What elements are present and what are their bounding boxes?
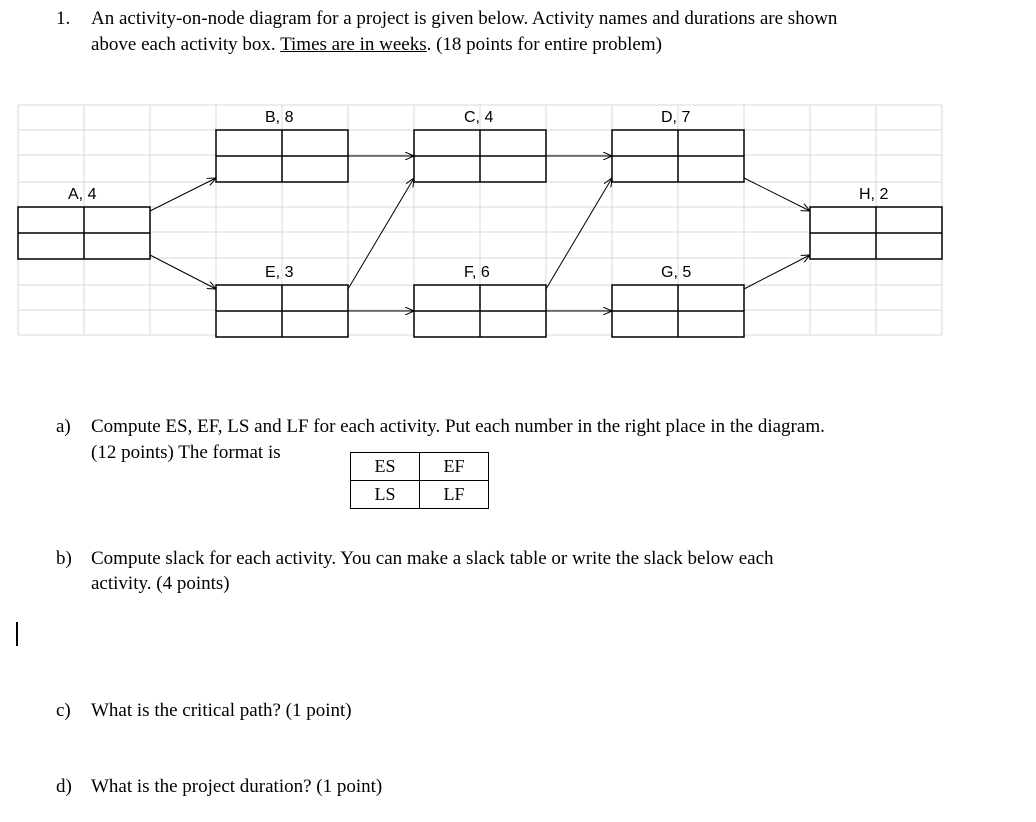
activity-label-B: B, 8	[265, 109, 294, 126]
edge-F-D	[546, 178, 612, 289]
part-b-line2: activity. (4 points)	[91, 573, 230, 594]
activity-box-D	[612, 130, 744, 182]
edge-A-E	[150, 255, 216, 289]
problem-text-line2-end: . (18 points for entire problem)	[426, 34, 662, 55]
part-c-letter: c)	[56, 700, 71, 721]
aon-diagram	[0, 100, 1036, 340]
part-a-line2: (12 points) The format is	[91, 442, 281, 463]
text-cursor[interactable]	[16, 622, 18, 646]
format-ef: EF	[420, 453, 489, 481]
edge-D-H	[744, 178, 810, 211]
part-d-text: What is the project duration? (1 point)	[91, 776, 383, 797]
edge-G-H	[744, 255, 810, 289]
activity-box-F	[414, 285, 546, 337]
activity-box-C	[414, 130, 546, 182]
format-lf: LF	[420, 481, 489, 509]
times-in-weeks-underlined: Times are in weeks	[280, 34, 427, 55]
part-d-letter: d)	[56, 776, 72, 797]
activity-box-E	[216, 285, 348, 337]
activity-label-F: F, 6	[464, 264, 490, 281]
problem-number: 1.	[56, 8, 71, 29]
activity-label-H: H, 2	[859, 186, 889, 203]
edge-E-C	[348, 178, 414, 289]
activity-box-H	[810, 207, 942, 259]
activity-box-G	[612, 285, 744, 337]
format-table	[350, 452, 489, 509]
activity-label-G: G, 5	[661, 264, 692, 281]
problem-text-line2	[91, 32, 662, 57]
activity-box-B	[216, 130, 348, 182]
part-c-text: What is the critical path? (1 point)	[91, 700, 352, 721]
edge-A-B	[150, 178, 216, 211]
activity-box-A	[18, 207, 150, 259]
problem-text-line2-start: above each activity box.	[91, 34, 276, 55]
activity-label-A: A, 4	[68, 186, 97, 203]
problem-text-line1: An activity-on-node diagram for a project is given below. Activity names and durations are shown	[91, 8, 838, 29]
part-b-line1: Compute slack for each activity. You can make a slack table or write the slack below each	[91, 548, 774, 569]
activity-label-C: C, 4	[464, 109, 494, 126]
part-a-line1: Compute ES, EF, LS and LF for each activity. Put each number in the right place in the diagram.	[91, 416, 825, 437]
format-es: ES	[351, 453, 420, 481]
part-a-letter: a)	[56, 416, 71, 437]
format-ls: LS	[351, 481, 420, 509]
activity-label-E: E, 3	[265, 264, 294, 281]
part-b-letter: b)	[56, 548, 72, 569]
activity-label-D: D, 7	[661, 109, 691, 126]
